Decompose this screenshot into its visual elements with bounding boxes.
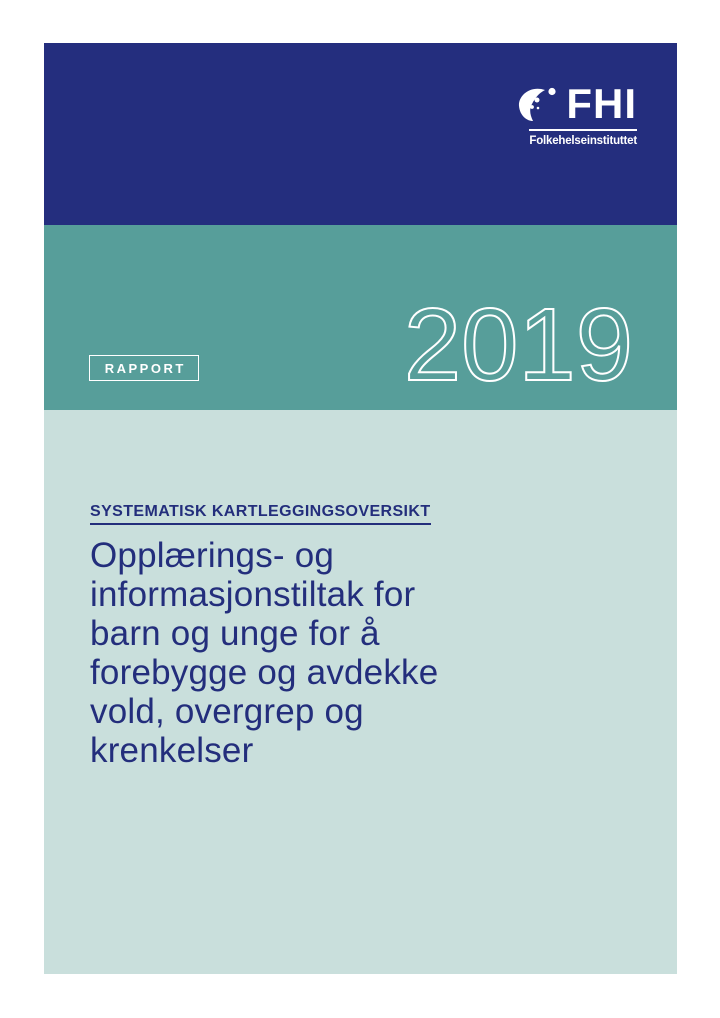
report-title (90, 536, 438, 770)
year-display (397, 303, 635, 390)
fhi-logo-subtitle: Folkehelseinstituttet (529, 135, 637, 147)
fhi-swoosh-icon (516, 86, 560, 122)
title-line: barn og unge for å (90, 614, 380, 653)
year-text: 2019 (403, 303, 633, 385)
cover-panel (44, 43, 677, 974)
title-line: Opplærings- og (90, 536, 335, 575)
title-line: vold, overgrep og (90, 692, 364, 731)
report-type-label: RAPPORT (104, 360, 186, 376)
title-band (44, 410, 677, 974)
title-line: forebygge og avdekke (90, 653, 439, 692)
logo-divider (529, 129, 637, 131)
year-band (44, 225, 677, 410)
report-kicker (90, 503, 431, 525)
fhi-logo-bottom (529, 129, 637, 147)
fhi-logo (516, 80, 637, 147)
report-type-badge (89, 355, 199, 381)
report-kicker-text: SYSTEMATISK KARTLEGGINGSOVERSIKT (90, 503, 431, 525)
header-band (44, 43, 677, 225)
fhi-logo-row (516, 80, 637, 127)
fhi-logo-text: FHI (566, 80, 637, 127)
title-line: krenkelser (90, 731, 254, 770)
title-line: informasjonstiltak for (90, 575, 416, 614)
